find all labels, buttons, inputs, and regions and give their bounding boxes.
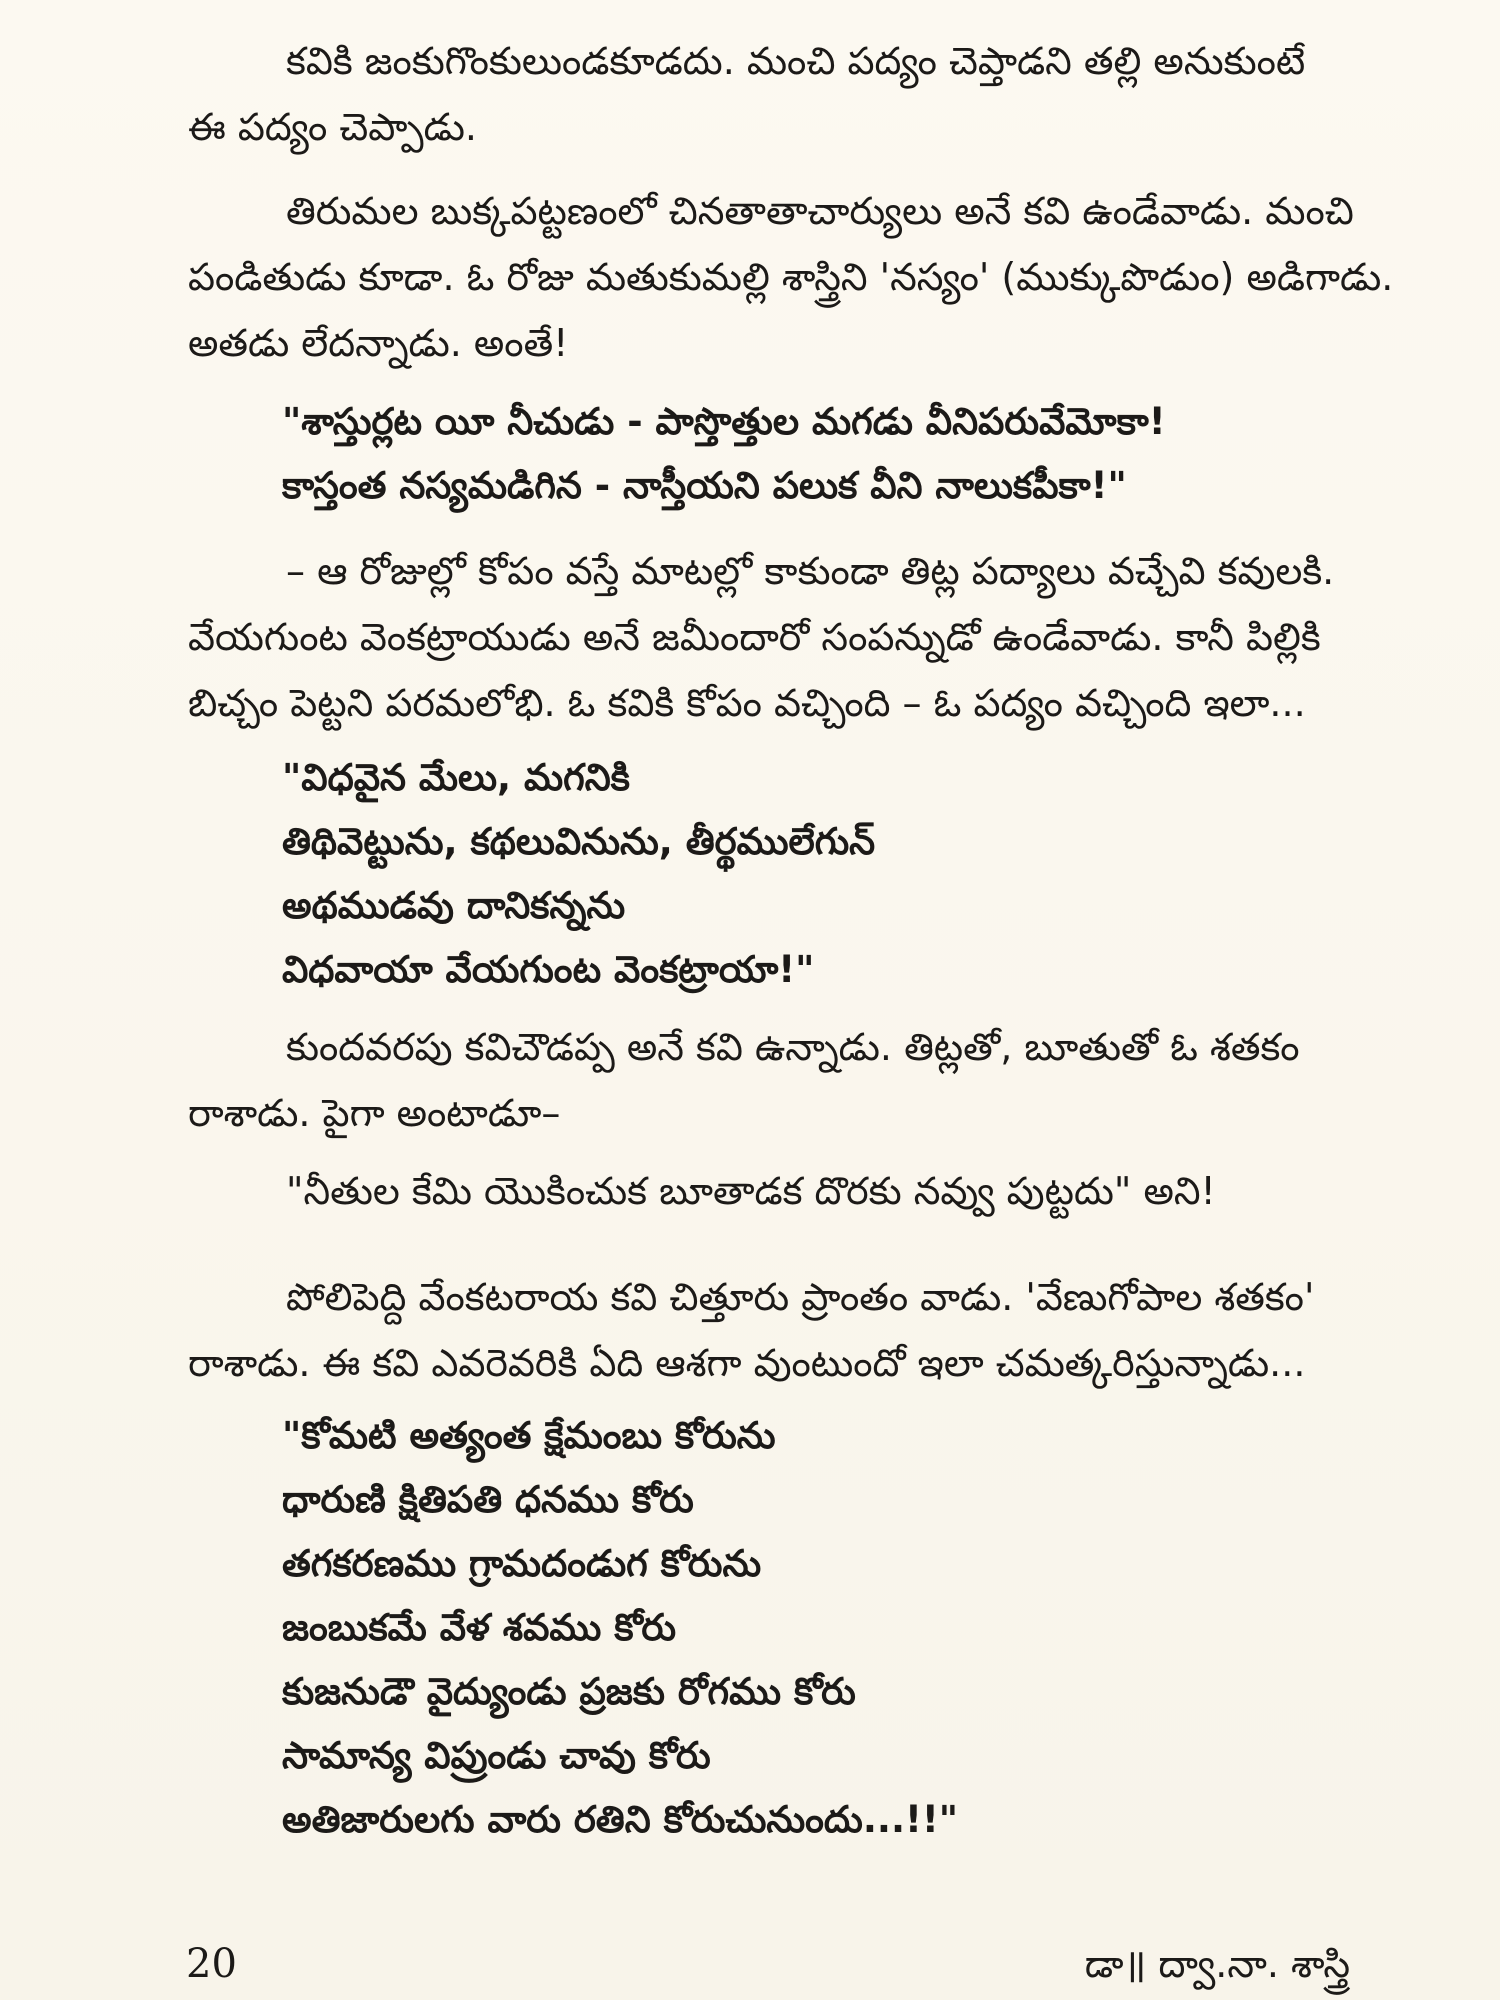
verse-line: జంబుకమే వేళ శవము కోరు: [282, 1606, 677, 1649]
verse-line: తగకరణము గ్రామదండుగ కోరును: [282, 1542, 762, 1585]
verse-line: తిథివెట్టును, కథలువినును, తీర్థములేగున్: [282, 820, 876, 863]
paragraph-6: [188, 1264, 1348, 1396]
verse-line: "శాస్తుర్లట యీ నీచుడు - పాస్తొత్తుల మగడు వీనిపరువేమోకా!: [282, 400, 1166, 443]
verse-2: [282, 746, 1342, 1002]
text-line: వేయగుంట వెంకట్రాయుడు అనే జమీందారో సంపన్నుడో ఉండేవాడు. కానీ పిల్లికి: [188, 615, 1321, 659]
verse-3: [282, 1404, 1342, 1852]
paragraph-3: [188, 538, 1348, 736]
text-line: కుందవరపు కవిచౌడప్ప అనే కవి ఉన్నాడు. తిట్లతో, బూతుతో ఓ శతకం: [286, 1025, 1300, 1069]
text-line: పోలిపెద్ది వేంకటరాయ కవి చిత్తూరు ప్రాంతం వాడు. 'వేణుగోపాల శతకం': [286, 1275, 1315, 1319]
paragraph-4: [188, 1014, 1348, 1146]
verse-line: కుజనుడౌ వైద్యుండు ప్రజకు రోగము కోరు: [282, 1670, 856, 1713]
text-line: "నీతుల కేమి యొకించుక బూతాడక దొరకు నవ్వు పుట్టదు" అని!: [286, 1169, 1216, 1213]
verse-line: అథముడవు దానికన్నను: [282, 884, 626, 927]
verse-line: అతిజారులగు వారు రతిని కోరుచునుందు...!!": [282, 1798, 959, 1841]
text-line: – ఆ రోజుల్లో కోపం వస్తే మాటల్లో కాకుండా తిట్ల పద్యాలు వచ్చేవి కవులకి.: [286, 549, 1335, 593]
text-line: రాశాడు. పైగా అంటాడూ–: [188, 1091, 561, 1135]
page-number: 20: [186, 1941, 237, 1987]
text-line: అతడు లేదన్నాడు. అంతే!: [188, 321, 569, 365]
verse-line: "కోమటి అత్యంత క్షేమంబు కోరును: [282, 1414, 776, 1457]
verse-line: కాస్తంత నస్యమడిగిన - నాస్తీయని పలుక వీని నాలుకపీకా!": [282, 464, 1127, 507]
paragraph-5: [188, 1158, 1348, 1224]
text-line: బిచ్చం పెట్టని పరమలోభి. ఓ కవికి కోపం వచ్చింది – ఓ పద్యం వచ్చింది ఇలా...: [188, 681, 1306, 725]
text-line: రాశాడు. ఈ కవి ఎవరెవరికి ఏది ఆశగా వుంటుందో ఇలా చమత్కరిస్తున్నాడు...: [188, 1341, 1306, 1385]
text-line: ఈ పద్యం చెప్పాడు.: [188, 105, 477, 149]
verse-line: "విధవైన మేలు, మగనికి: [282, 756, 630, 799]
verse-line: సామాన్య విప్రుండు చావు కోరు: [282, 1734, 711, 1777]
verse-line: విధవాయా వేయగుంట వెంకట్రాయా!": [282, 948, 815, 991]
author-name: డా॥ ద్వా.నా. శాస్త్రి: [1084, 1942, 1350, 1986]
text-line: పండితుడు కూడా. ఓ రోజు మతుకుమల్లి శాస్త్రిని 'నస్యం' (ముక్కుపొడుం) అడిగాడు.: [188, 255, 1394, 299]
verse-line: ధారుణి క్షితిపతి ధనము కోరు: [282, 1478, 694, 1521]
text-line: కవికి జంకుగొంకులుండకూడదు. మంచి పద్యం చెప్తాడని తల్లి అనుకుంటే: [286, 39, 1306, 83]
paragraph-2: [188, 178, 1394, 376]
paragraph-1: [188, 28, 1348, 160]
text-line: తిరుమల బుక్కపట్టణంలో చినతాతాచార్యులు అనే కవి ఉండేవాడు. మంచి: [286, 189, 1354, 233]
verse-1: [282, 390, 1342, 518]
